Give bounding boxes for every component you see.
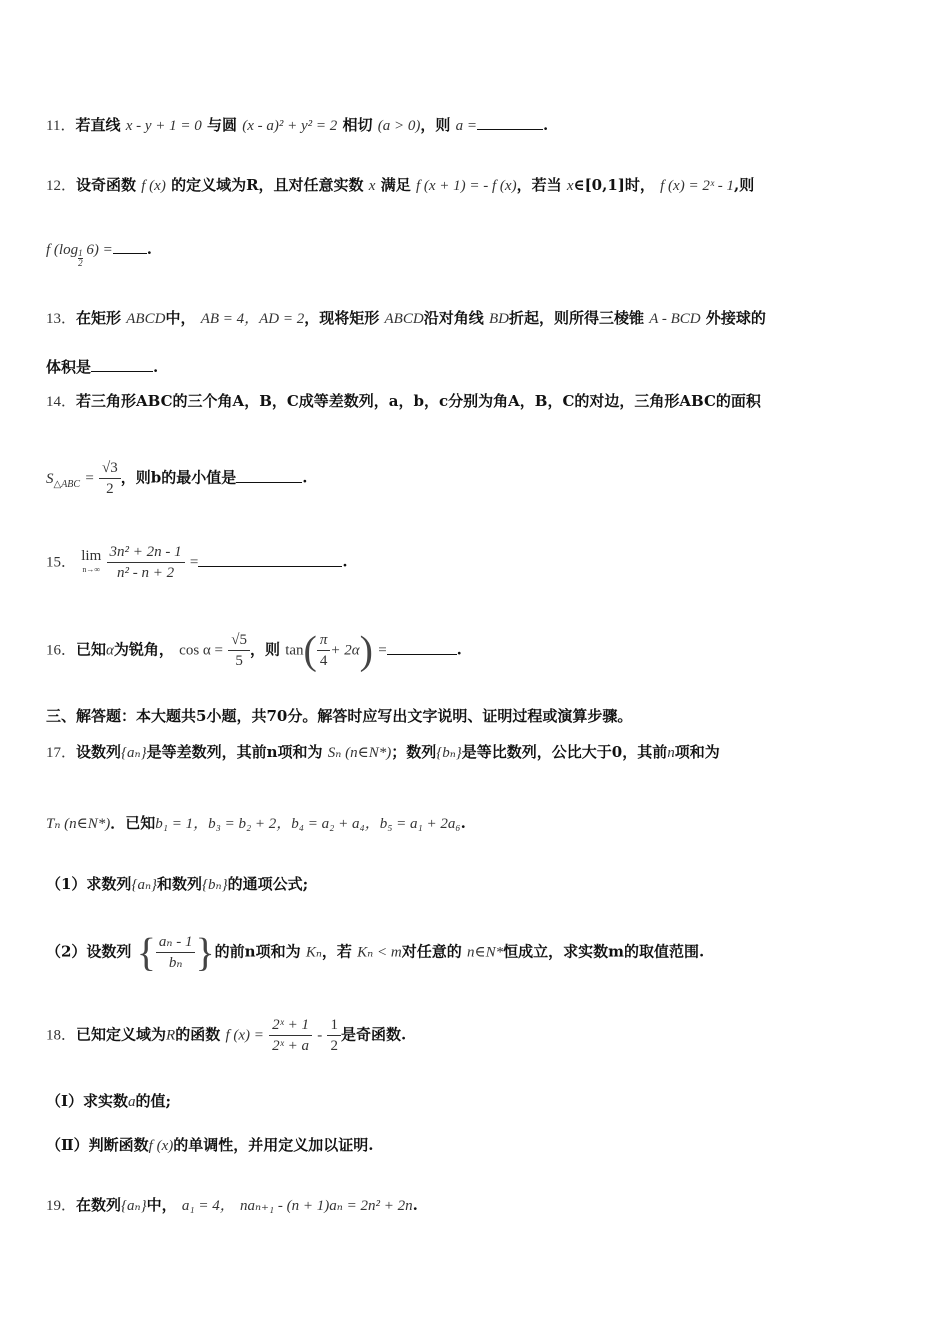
q18-fraction-1: $\frac{\text{2ˣ + 1}}{\text{2ˣ + a}}$ <box>269 1015 312 1056</box>
q15-limit: lim n→∞ <box>81 547 102 574</box>
q17-text: 是等差数列，其前n项和为 <box>146 743 323 761</box>
q16-text: ，则 <box>249 640 280 659</box>
q16-cos: cos α = <box>179 642 223 659</box>
question-17-cont <box>46 812 466 835</box>
q16-left-paren: ( <box>303 627 317 673</box>
q14-period: . <box>302 468 308 487</box>
q18p2-text: 的单调性，并用定义加以证明. <box>173 1136 374 1154</box>
q13-rectangle: ABCD <box>126 311 166 327</box>
q15-equals: = <box>189 554 199 571</box>
q13-diagonal: BD <box>488 311 509 327</box>
q18-text: 已知定义域为 <box>76 1025 167 1044</box>
q13-text: 折起，则所得三棱锥 <box>508 309 644 327</box>
q17p2-text: 的前n项和为 <box>214 942 301 961</box>
q17p1-text: 和数列 <box>157 875 203 893</box>
q13-pyramid: A - BCD <box>649 311 701 327</box>
q16-text: 为锐角， <box>113 640 174 659</box>
q19-recurrence: naₙ₊₁ - (n + 1)aₙ = 2n² + 2n <box>239 1198 413 1214</box>
q18p1-a: a <box>128 1094 136 1110</box>
q11-answer-label: a = <box>455 118 478 134</box>
q14-number: 14． <box>46 394 77 410</box>
q11-text: 与圆 <box>207 116 238 134</box>
question-18-part-1 <box>46 1090 171 1113</box>
q18-text: 的函数 <box>175 1025 221 1044</box>
question-17-part-1 <box>46 873 308 896</box>
q17-text: 设数列 <box>76 743 122 761</box>
q16-alpha: α <box>106 642 114 659</box>
q19-period: . <box>412 1196 418 1214</box>
q15-answer-blank[interactable] <box>198 552 342 567</box>
q18-minus: - <box>317 1027 323 1044</box>
q18-domain: R <box>166 1027 176 1044</box>
q19-number: 19． <box>46 1198 77 1214</box>
q17-sequence-b: {bₙ} <box>436 745 462 761</box>
q12-definition: f (x) = 2ˣ - 1 <box>660 178 735 194</box>
q18p2-function: f (x) <box>148 1138 174 1154</box>
q13-text: 中， <box>165 309 196 327</box>
q12-interval: ∈[0,1]时， <box>573 176 655 194</box>
question-15 <box>46 542 348 583</box>
q12-log-expression: f (log $\frac{1}{2}$ 6) = <box>46 242 113 268</box>
q18p1-text: 的值; <box>135 1092 172 1110</box>
q16-cos-fraction: $\frac{√5}{5}$ <box>228 630 250 671</box>
question-16 <box>46 627 462 673</box>
q13-rectangle-2: ABCD <box>384 311 424 327</box>
section-3-heading: 三、解答题：本大题共5小题，共70分。解答时应写出文字说明、证明过程或演算步骤。 <box>46 707 633 725</box>
question-17 <box>46 741 720 764</box>
q17-text: 是等比数列，公比大于0，其前 <box>461 743 668 761</box>
q17p2-text: ，若 <box>321 942 352 961</box>
q13-lengths: AB = 4，AD = 2 <box>200 311 305 327</box>
q17p2-text: 对任意的 <box>401 942 462 961</box>
q14-text: ，则b的最小值是 <box>120 468 237 487</box>
q17-conditions: b₁ = 1，b₃ = b₂ + 2，b₄ = a₂ + a₄，b₅ = a₁ + 2a₆ <box>155 816 461 832</box>
q14-area-symbol: $S_{\triangle ABC}$ <box>46 470 81 490</box>
q17p2-text: 恒成立，求实数m的取值范围. <box>503 942 705 961</box>
q18p1-text: （Ⅰ）求实数 <box>46 1092 129 1110</box>
question-11 <box>46 114 548 137</box>
q16-right-paren: ) <box>359 627 373 673</box>
q17p2-k: Kₙ <box>305 944 322 961</box>
q17p2-inequality: Kₙ < m <box>357 944 402 961</box>
q14-answer-blank[interactable] <box>236 468 302 483</box>
q11-circle-equation: (x - a)² + y² = 2 <box>242 118 338 134</box>
question-18 <box>46 1015 406 1056</box>
q14-equals: = <box>85 470 94 487</box>
question-12 <box>46 174 754 197</box>
q19-text: 中， <box>146 1196 177 1214</box>
q16-number: 16． <box>46 642 77 659</box>
q11-answer-blank[interactable] <box>477 115 543 130</box>
q18-function: f (x) = <box>225 1027 264 1044</box>
q18-text: 是奇函数. <box>340 1025 407 1044</box>
q13-text: ，现将矩形 <box>304 309 380 327</box>
question-13 <box>46 307 766 330</box>
q16-text: 已知 <box>76 640 107 659</box>
q13-text: 在矩形 <box>76 309 122 327</box>
q17p1-text: 的通项公式; <box>227 875 309 893</box>
q13-text: 外接球的 <box>705 309 766 327</box>
question-12-expression <box>46 238 152 268</box>
q12-text: ,则 <box>734 176 755 194</box>
question-17-part-2 <box>46 929 705 975</box>
q17p1-text: （1）求数列 <box>46 875 132 893</box>
q12-variable: x <box>368 178 376 194</box>
q16-equals: = <box>378 642 387 659</box>
q17p2-text: （2）设数列 <box>46 942 132 961</box>
q12-text: 的定义域为R，且对任意实数 <box>171 176 364 194</box>
q17p1-sequence-b: {bₙ} <box>202 877 228 893</box>
q19-initial: a₁ = 4， <box>181 1198 235 1214</box>
question-14-cont <box>46 458 307 499</box>
q17-text: 项和为 <box>674 743 720 761</box>
q18-number: 18． <box>46 1027 77 1044</box>
q15-limit-fraction: $\frac{\text{3n² + 2n - 1}}{\text{n² - n + 2}}$ <box>107 542 185 583</box>
q11-number: 11． <box>46 118 76 134</box>
q12-text: ，若当 <box>516 176 562 194</box>
q17-period: . <box>460 814 466 832</box>
q12-number: 12． <box>46 178 77 194</box>
q11-line-equation: x - y + 1 = 0 <box>125 118 202 134</box>
q17p1-sequence-a: {aₙ} <box>131 877 158 893</box>
q17p2-n-domain: n∈N* <box>466 944 504 961</box>
q16-plus-2alpha: + 2α <box>330 642 360 659</box>
q12-text: 设奇函数 <box>76 176 137 194</box>
q12-text: 满足 <box>380 176 411 194</box>
question-19 <box>46 1194 418 1217</box>
q14-text: 若三角形ABC的三个角A，B，C成等差数列，a，b，c分别为角A，B，C的对边，三角形ABC的面积 <box>76 392 761 410</box>
q17p2-left-brace: { <box>136 929 156 975</box>
q17-number: 17． <box>46 745 77 761</box>
q18p2-text: （Ⅱ）判断函数 <box>46 1136 149 1154</box>
q16-pi-fraction: $\frac{\pi}{4}$ <box>317 630 331 671</box>
q19-text: 在数列 <box>76 1196 122 1214</box>
q12-function: f (x) <box>141 178 166 194</box>
q17-sequence-a: {aₙ} <box>121 745 147 761</box>
q12-variable-x: x <box>566 178 574 194</box>
q11-condition: (a > 0) <box>377 118 421 134</box>
q16-answer-blank[interactable] <box>387 640 457 655</box>
q13-number: 13． <box>46 311 77 327</box>
q13-period: . <box>153 358 159 376</box>
q12-condition: f (x + 1) = - f (x) <box>415 178 517 194</box>
q11-text: 若直线 <box>75 116 121 134</box>
q17-n: n <box>667 745 675 761</box>
q19-sequence: {aₙ} <box>121 1198 147 1214</box>
q11-text: ，则 <box>420 116 451 134</box>
q12-answer-blank[interactable] <box>113 239 147 254</box>
q13-answer-blank[interactable] <box>91 357 153 372</box>
q16-period: . <box>456 640 462 659</box>
q18-fraction-2: $\frac{1}{2}$ <box>327 1015 341 1056</box>
question-13-cont <box>46 356 158 378</box>
q17-sum-s: Sₙ (n∈N*) <box>327 745 392 761</box>
q15-number: 15． <box>46 554 77 571</box>
q17p2-fraction: $\frac{\text{aₙ - 1}}{\text{bₙ}}$ <box>156 932 196 973</box>
q14-area-fraction: $\frac{√3}{2}$ <box>99 458 121 499</box>
q16-tan: tan <box>285 642 304 659</box>
question-14 <box>46 390 761 413</box>
question-18-part-2 <box>46 1134 373 1157</box>
q15-period: . <box>342 552 348 571</box>
q17-text: ；数列 <box>391 743 437 761</box>
q17-sum-t: Tₙ (n∈N*) <box>46 816 111 832</box>
q13-text: 体积是 <box>46 358 92 376</box>
q11-text: 相切 <box>342 116 373 134</box>
q17p2-right-brace: } <box>195 929 215 975</box>
q12-period: . <box>146 240 152 258</box>
q11-period: . <box>543 116 549 134</box>
q13-text: 沿对角线 <box>423 309 484 327</box>
q17-text: ．已知 <box>110 814 156 832</box>
